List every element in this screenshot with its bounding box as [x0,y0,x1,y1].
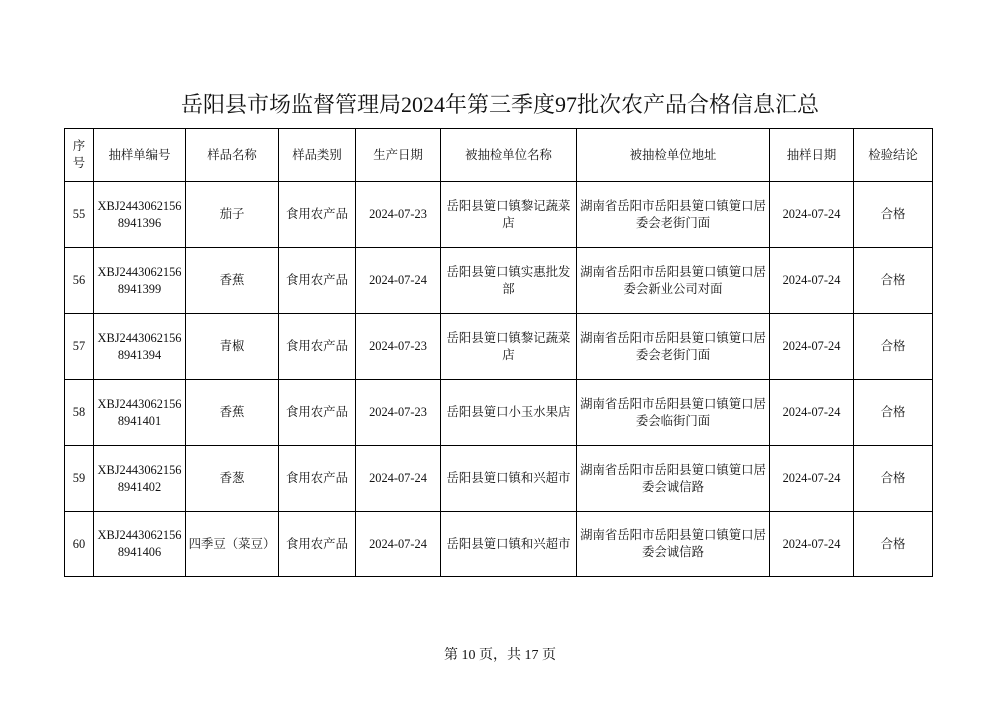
cell-result: 合格 [854,314,933,380]
table-row [65,248,933,314]
header-sampling-date: 抽样日期 [770,129,854,182]
header-production-date: 生产日期 [356,129,441,182]
table-body [65,182,933,577]
cell-unit-name: 岳阳县筻口镇实惠批发部 [441,248,577,314]
table-row [65,182,933,248]
cell-sample-category: 食用农产品 [279,512,356,577]
table-header [65,129,933,182]
cell-sample-name: 四季豆（菜豆） [186,512,279,577]
cell-sample-name: 香葱 [186,446,279,512]
header-unit-name: 被抽检单位名称 [441,129,577,182]
cell-serial-no: 56 [65,248,94,314]
cell-sampling-date: 2024-07-24 [770,380,854,446]
cell-sample-name: 香蕉 [186,248,279,314]
cell-sample-name: 香蕉 [186,380,279,446]
cell-production-date: 2024-07-23 [356,182,441,248]
cell-result: 合格 [854,248,933,314]
cell-sample-id: XBJ24430621568941394 [94,314,186,380]
cell-production-date: 2024-07-24 [356,446,441,512]
cell-sample-id: XBJ24430621568941396 [94,182,186,248]
cell-sample-category: 食用农产品 [279,380,356,446]
cell-result: 合格 [854,512,933,577]
cell-sample-id: XBJ24430621568941402 [94,446,186,512]
cell-unit-name: 岳阳县筻口镇和兴超市 [441,512,577,577]
cell-production-date: 2024-07-24 [356,248,441,314]
cell-unit-name: 岳阳县筻口镇黎记蔬菜店 [441,182,577,248]
cell-sample-name: 茄子 [186,182,279,248]
cell-sampling-date: 2024-07-24 [770,512,854,577]
table-row [65,512,933,577]
cell-result: 合格 [854,446,933,512]
header-serial-no: 序号 [65,129,94,182]
cell-sample-category: 食用农产品 [279,446,356,512]
header-result: 检验结论 [854,129,933,182]
cell-sampling-date: 2024-07-24 [770,182,854,248]
cell-sampling-date: 2024-07-24 [770,248,854,314]
cell-production-date: 2024-07-23 [356,380,441,446]
cell-production-date: 2024-07-23 [356,314,441,380]
cell-unit-address: 湖南省岳阳市岳阳县筻口镇筻口居委会新业公司对面 [577,248,770,314]
cell-result: 合格 [854,380,933,446]
cell-unit-address: 湖南省岳阳市岳阳县筻口镇筻口居委会诚信路 [577,512,770,577]
header-unit-address: 被抽检单位地址 [577,129,770,182]
cell-unit-name: 岳阳县筻口镇黎记蔬菜店 [441,314,577,380]
cell-sampling-date: 2024-07-24 [770,446,854,512]
cell-sample-category: 食用农产品 [279,314,356,380]
results-table [64,128,933,577]
cell-sampling-date: 2024-07-24 [770,314,854,380]
header-row [65,129,933,182]
cell-sample-id: XBJ24430621568941401 [94,380,186,446]
table-row [65,380,933,446]
cell-unit-name: 岳阳县筻口小玉水果店 [441,380,577,446]
cell-unit-address: 湖南省岳阳市岳阳县筻口镇筻口居委会老街门面 [577,182,770,248]
page-title: 岳阳县市场监督管理局2024年第三季度97批次农产品合格信息汇总 [180,92,819,117]
cell-sample-id: XBJ24430621568941399 [94,248,186,314]
cell-unit-address: 湖南省岳阳市岳阳县筻口镇筻口居委会临街门面 [577,380,770,446]
cell-serial-no: 60 [65,512,94,577]
cell-sample-id: XBJ24430621568941406 [94,512,186,577]
page-number: 第 10 页，共 17 页 [444,648,556,663]
cell-sample-name: 青椒 [186,314,279,380]
cell-serial-no: 58 [65,380,94,446]
header-sample-id: 抽样单编号 [94,129,186,182]
cell-unit-address: 湖南省岳阳市岳阳县筻口镇筻口居委会老街门面 [577,314,770,380]
cell-result: 合格 [854,182,933,248]
cell-sample-category: 食用农产品 [279,248,356,314]
cell-serial-no: 59 [65,446,94,512]
table-row [65,314,933,380]
header-sample-name: 样品名称 [186,129,279,182]
cell-unit-name: 岳阳县筻口镇和兴超市 [441,446,577,512]
table-row [65,446,933,512]
cell-serial-no: 57 [65,314,94,380]
cell-serial-no: 55 [65,182,94,248]
header-sample-category: 样品类别 [279,129,356,182]
cell-unit-address: 湖南省岳阳市岳阳县筻口镇筻口居委会诚信路 [577,446,770,512]
cell-production-date: 2024-07-24 [356,512,441,577]
cell-sample-category: 食用农产品 [279,182,356,248]
